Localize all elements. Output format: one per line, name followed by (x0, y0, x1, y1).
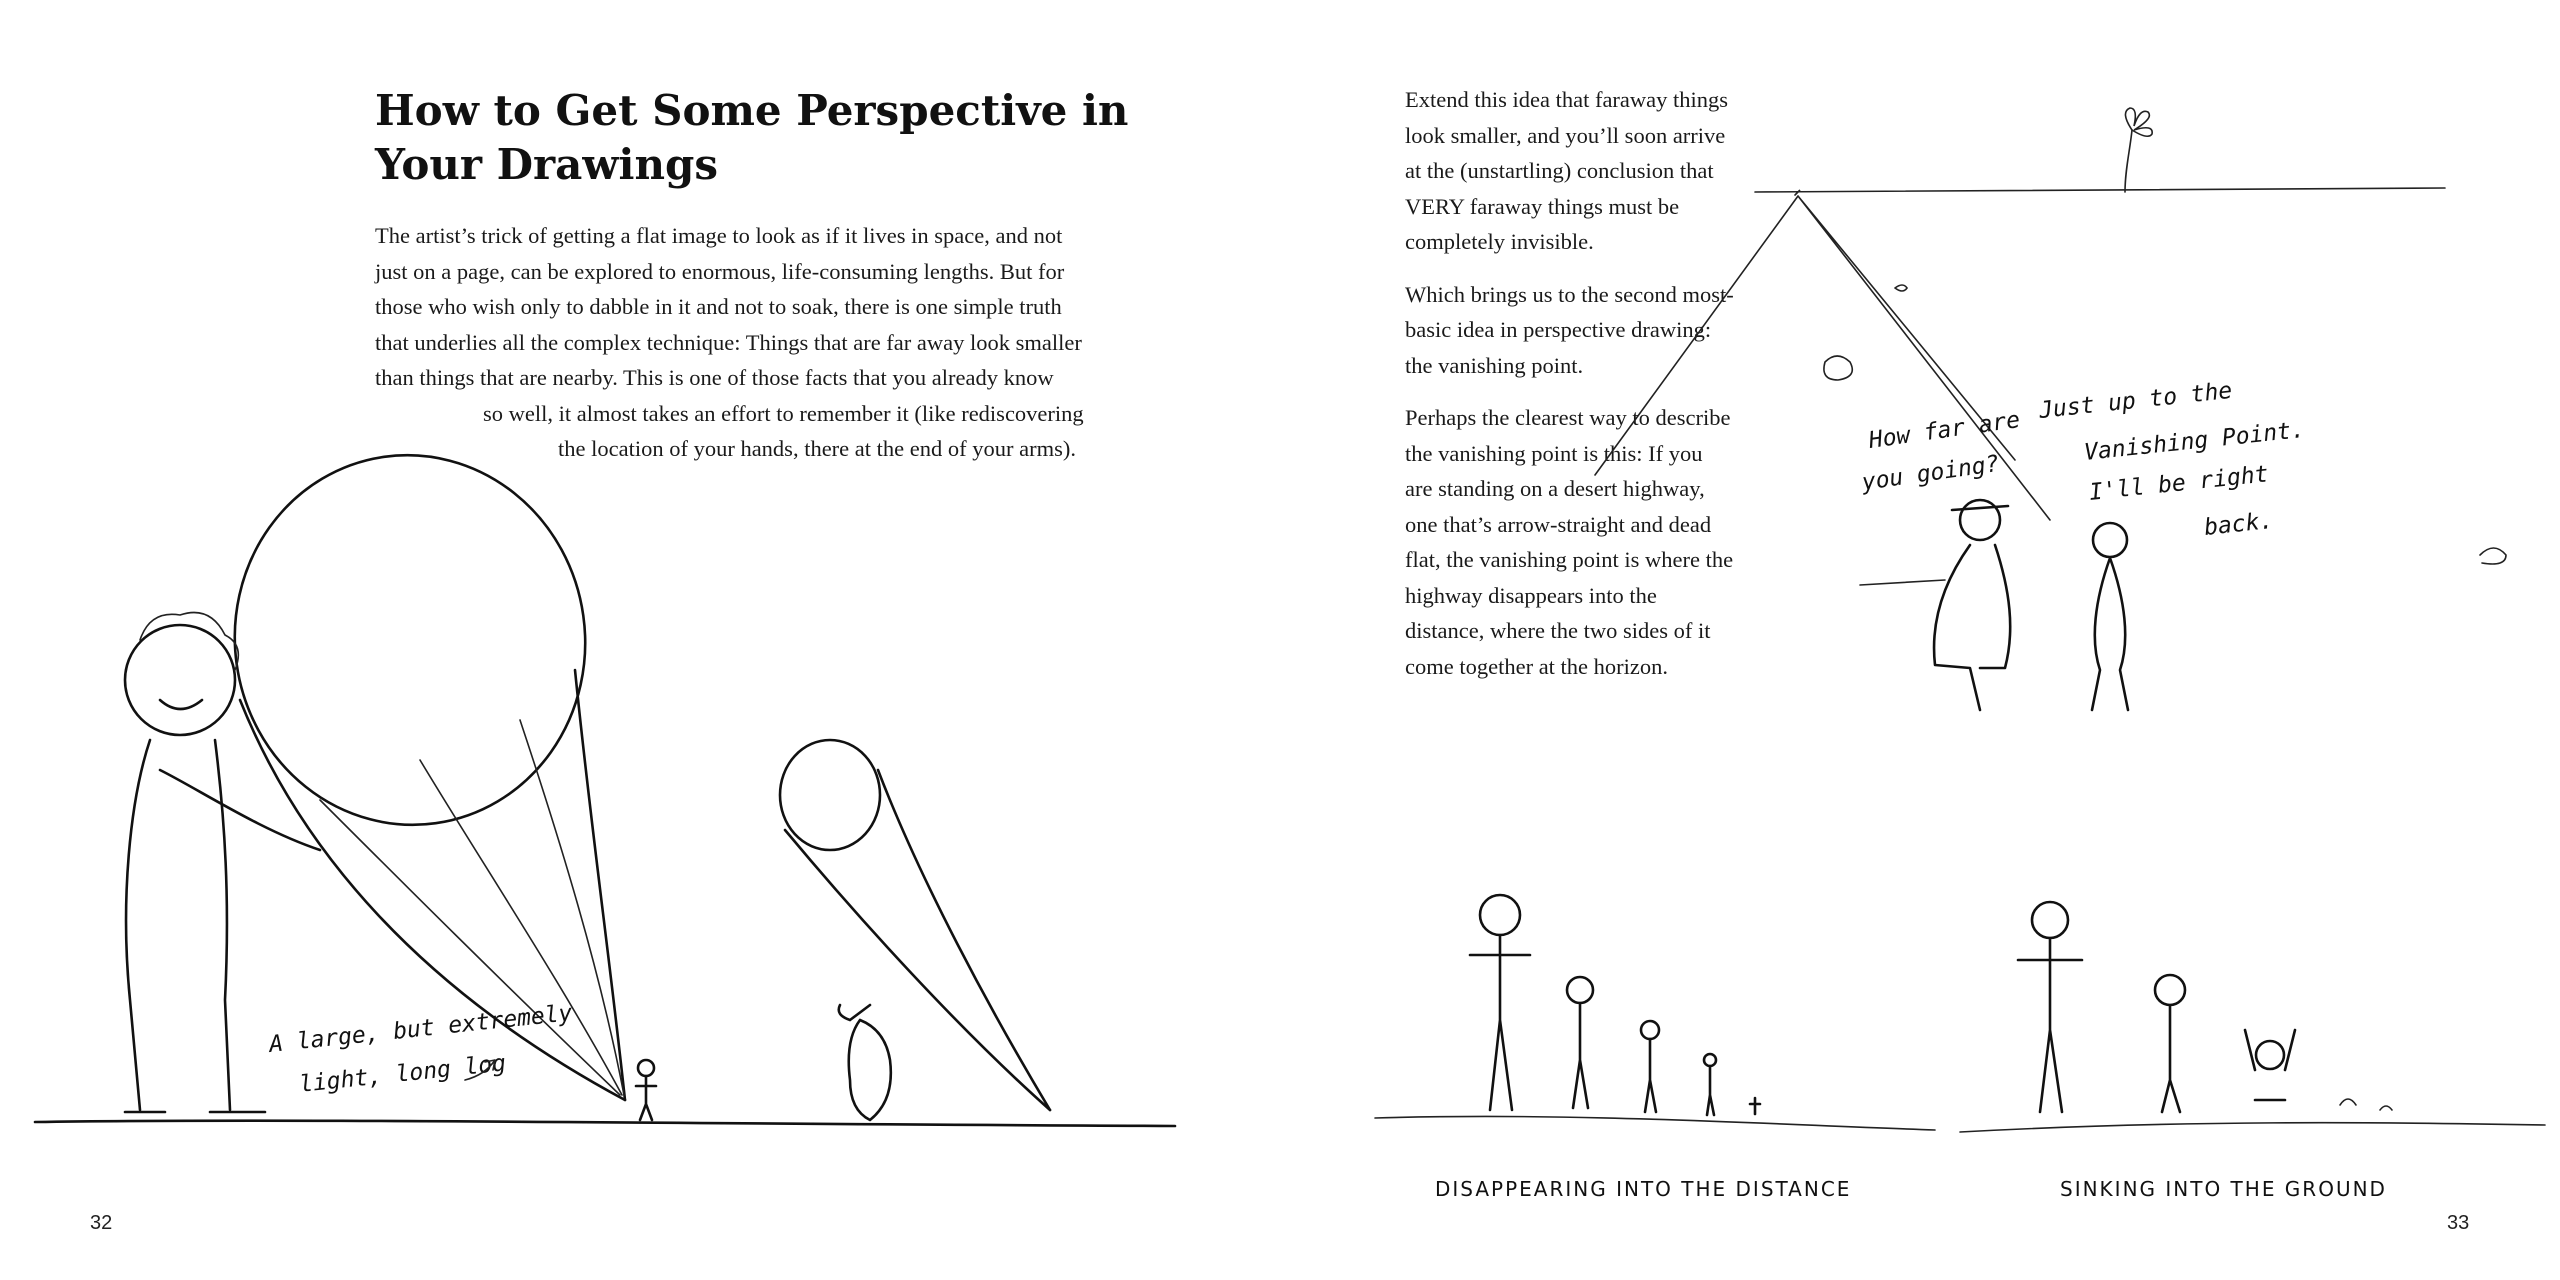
sink-figure-body (2018, 938, 2082, 1112)
log-caption-line2: light, long log (297, 1050, 508, 1098)
intro-line: just on a page, can be explored to enormous, life-consuming lengths. But for (375, 258, 1065, 284)
small-figure-head (1641, 1021, 1659, 1039)
sinking-heads (2340, 1099, 2392, 1110)
creature-head (839, 1005, 870, 1020)
paragraph: Which brings us to the second most-basic idea in perspective drawing: the vanishing point. (1405, 281, 1734, 378)
ground-left (1375, 1116, 1935, 1130)
right-page (1280, 0, 2560, 1280)
small-log-side (878, 770, 1050, 1110)
sink-figure-head (2256, 1041, 2284, 1069)
figure-boy-body (2092, 558, 2128, 710)
intro-line: The artist’s trick of getting a flat image to look as if it lives in space, and not (375, 223, 1063, 248)
page-number-left: 32 (90, 1212, 113, 1234)
speech-right-line3: I'll be right (2087, 461, 2270, 506)
rock (2480, 548, 2506, 564)
vanishing-point-illustration (1280, 0, 2560, 1280)
intro-line: so well, it almost takes an effort to remember it (like rediscovering (483, 400, 1084, 426)
man-smile (160, 700, 202, 709)
small-log-side (785, 830, 1050, 1110)
log-caption-line1: A large, but extremely (267, 1000, 574, 1058)
smaller-figure-body (1707, 1066, 1714, 1115)
big-log-side (575, 670, 625, 1100)
intro-line: that underlies all the complex technique: Things that are far away look smaller (375, 329, 1082, 355)
man-hair (140, 613, 238, 671)
figure-hat-brim (1952, 506, 2008, 510)
page-title: How to Get Some Perspective in Your Drawings (375, 86, 1129, 189)
sink-figure-head (2155, 975, 2185, 1005)
intro-line: than things that are nearby. This is one of those facts that you already know (375, 365, 1054, 390)
caption-sinking: SINKING INTO THE GROUND (2060, 1177, 2387, 1201)
man-head (125, 625, 235, 735)
flower-head (2125, 108, 2152, 136)
paragraph: Extend this idea that faraway things look smaller, and you’ll soon arrive at the (unstartling) conclusion that VERY faraway things must be completely invisible. (1405, 87, 1729, 254)
big-log-end (211, 432, 609, 847)
speech-left-line2: you going? (1860, 450, 2001, 496)
sink-figure-head (2032, 902, 2068, 938)
tall-figure-body (1470, 935, 1530, 1110)
caption-disappearing: DISAPPEARING INTO THE DISTANCE (1435, 1177, 1852, 1201)
speech-right-line1: Just up to the (2037, 377, 2234, 424)
speech-left-line1: How far are (1867, 406, 2022, 454)
small-figure-body (1645, 1039, 1656, 1112)
intro-line: the location of your hands, there at the end of your arms). (558, 436, 1076, 461)
tiny-person-body (636, 1076, 656, 1120)
intro-line: those who wish only to dabble in it and not to soak, there is one simple truth (375, 294, 1062, 319)
horizon-line (1755, 188, 2445, 192)
mid-figure-head (1567, 977, 1593, 1003)
figure-stick (1860, 580, 1945, 585)
flower-stem (2125, 130, 2132, 192)
tiny-person-head (638, 1060, 654, 1076)
rock (1824, 356, 1852, 380)
ground-right (1960, 1123, 2545, 1132)
creature-body (849, 1020, 891, 1120)
speech-right-line4: back. (2202, 507, 2275, 541)
mid-figure-body (1573, 1003, 1588, 1108)
figure-boy-head (2093, 523, 2127, 557)
sink-figure-body (2162, 1005, 2180, 1112)
man-body (126, 740, 230, 1110)
paragraph: Perhaps the clearest way to describe the vanishing point is this: If you are standing on a desert highway, one that’s arrow-straight and dead flat, the vanishing point is where the highway disappears into the distance, where the two sides of it come together at the horizon. (1405, 405, 1734, 679)
smaller-figure-head (1704, 1054, 1716, 1066)
tall-figure-head (1480, 895, 1520, 935)
rock (1895, 285, 1907, 291)
speech-right-line2: Vanishing Point. (2082, 416, 2306, 466)
page-number-right: 33 (2447, 1212, 2470, 1234)
tiny-figure (1750, 1098, 1760, 1114)
figure-hat-body (1934, 545, 2010, 710)
ground-line (35, 1121, 1175, 1126)
small-log-end (780, 740, 880, 850)
